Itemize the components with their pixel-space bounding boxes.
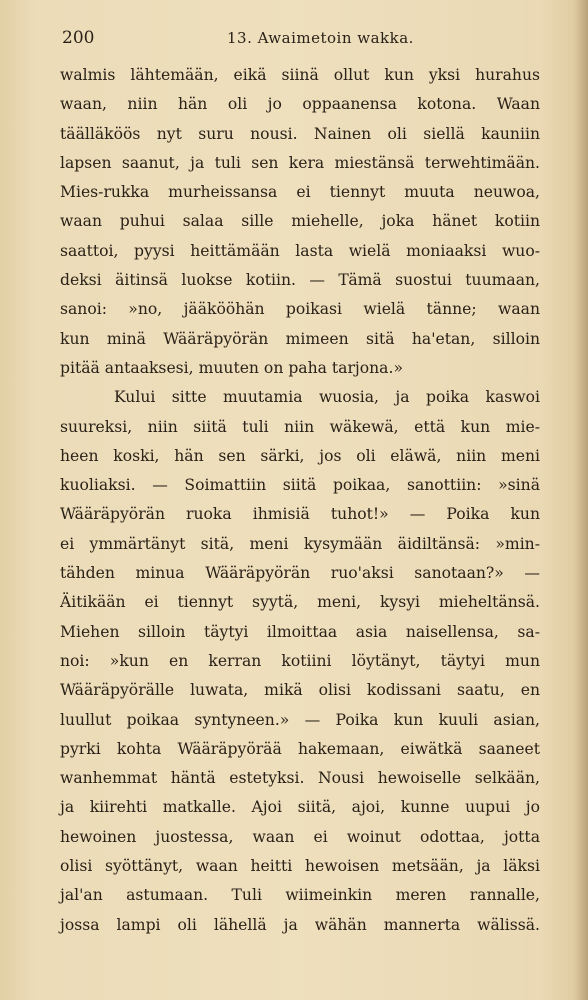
text-line: jossa lampi oli lähellä ja wähän mannerta wälissä. (60, 915, 540, 934)
text-line: deksi äitinsä luokse kotiin. — Tämä suostui tuumaan, (60, 271, 540, 290)
text-line: suureksi, niin siitä tuli niin wäkewä, että kun mie- (60, 417, 540, 436)
text-line: Miehen silloin täytyi ilmoittaa asia naisellensa, sa- (60, 622, 540, 641)
text-line: hewoinen juostessa, waan ei woinut odottaa, jotta (60, 827, 540, 846)
text-line: heen koski, hän sen särki, jos oli eläwä, niin meni (60, 446, 540, 465)
text-line: kun minä Wääräpyörän mimeen sitä ha'etan, silloin (60, 329, 540, 348)
text-line: sanoi: »no, jääkööhän poikasi wielä tänne; waan (60, 300, 540, 319)
text-line: Wääräpyörän ruoka ihmisiä tuhot!» — Poika kun (60, 505, 540, 524)
text-line: noi: »kun en kerran kotiini löytänyt, täytyi mun (60, 651, 540, 670)
text-line: Wääräpyörälle luwata, mikä olisi kodissani saatu, en (60, 681, 540, 700)
text-line: pitää antaaksesi, muuten on paha tarjona.» (60, 358, 403, 377)
text-line: pyrki kohta Wääräpyörää hakemaan, eiwätkä saaneet (60, 739, 540, 758)
body-text (60, 61, 540, 940)
text-line: kuoliaksi. — Soimattiin siitä poikaa, sanottiin: »sinä (60, 476, 540, 495)
text-line: lapsen saanut, ja tuli sen kera miestänsä terwehtimään. (60, 153, 540, 172)
text-line: wanhemmat häntä estetyksi. Nousi hewoiselle selkään, (60, 769, 540, 788)
text-line: saattoi, pyysi heittämään lasta wielä moniaaksi wuo- (60, 241, 540, 260)
text-line: Äitikään ei tiennyt syytä, meni, kysyi mieheltänsä. (60, 593, 540, 612)
text-line: Mies-rukka murheissansa ei tiennyt muuta neuwoa, (60, 183, 540, 202)
running-head: 13. Awaimetoin wakka. (227, 29, 414, 47)
text-line: walmis lähtemään, eikä siinä ollut kun yksi hurahus (60, 66, 540, 84)
text-line: luullut poikaa syntyneen.» — Poika kun kuuli asian, (60, 710, 540, 729)
text-line: olisi syöttänyt, waan heitti hewoisen metsään, ja läksi (60, 857, 540, 876)
page-edge-shadow (574, 0, 588, 1000)
text-line: jal'an astumaan. Tuli wiimeinkin meren rannalle, (60, 886, 540, 905)
text-line: täälläköös nyt suru nousi. Nainen oli siellä kauniin (60, 124, 540, 143)
page-header (62, 28, 538, 54)
text-line: ei ymmärtänyt sitä, meni kysymään äidiltänsä: »min- (60, 534, 540, 553)
paragraph-start-line: Kului sitte muutamia wuosia, ja poika kaswoi (114, 388, 540, 407)
text-line: waan puhui salaa sille miehelle, joka hänet kotiin (60, 212, 540, 231)
text-line: waan, niin hän oli jo oppaanensa kotona. Waan (60, 95, 540, 114)
text-line: tähden minua Wääräpyörän ruo'aksi sanotaan?» — (60, 564, 540, 583)
page-number: 200 (62, 28, 95, 48)
text-line: ja kiirehti matkalle. Ajoi siitä, ajoi, kunne uupui jo (60, 798, 540, 817)
